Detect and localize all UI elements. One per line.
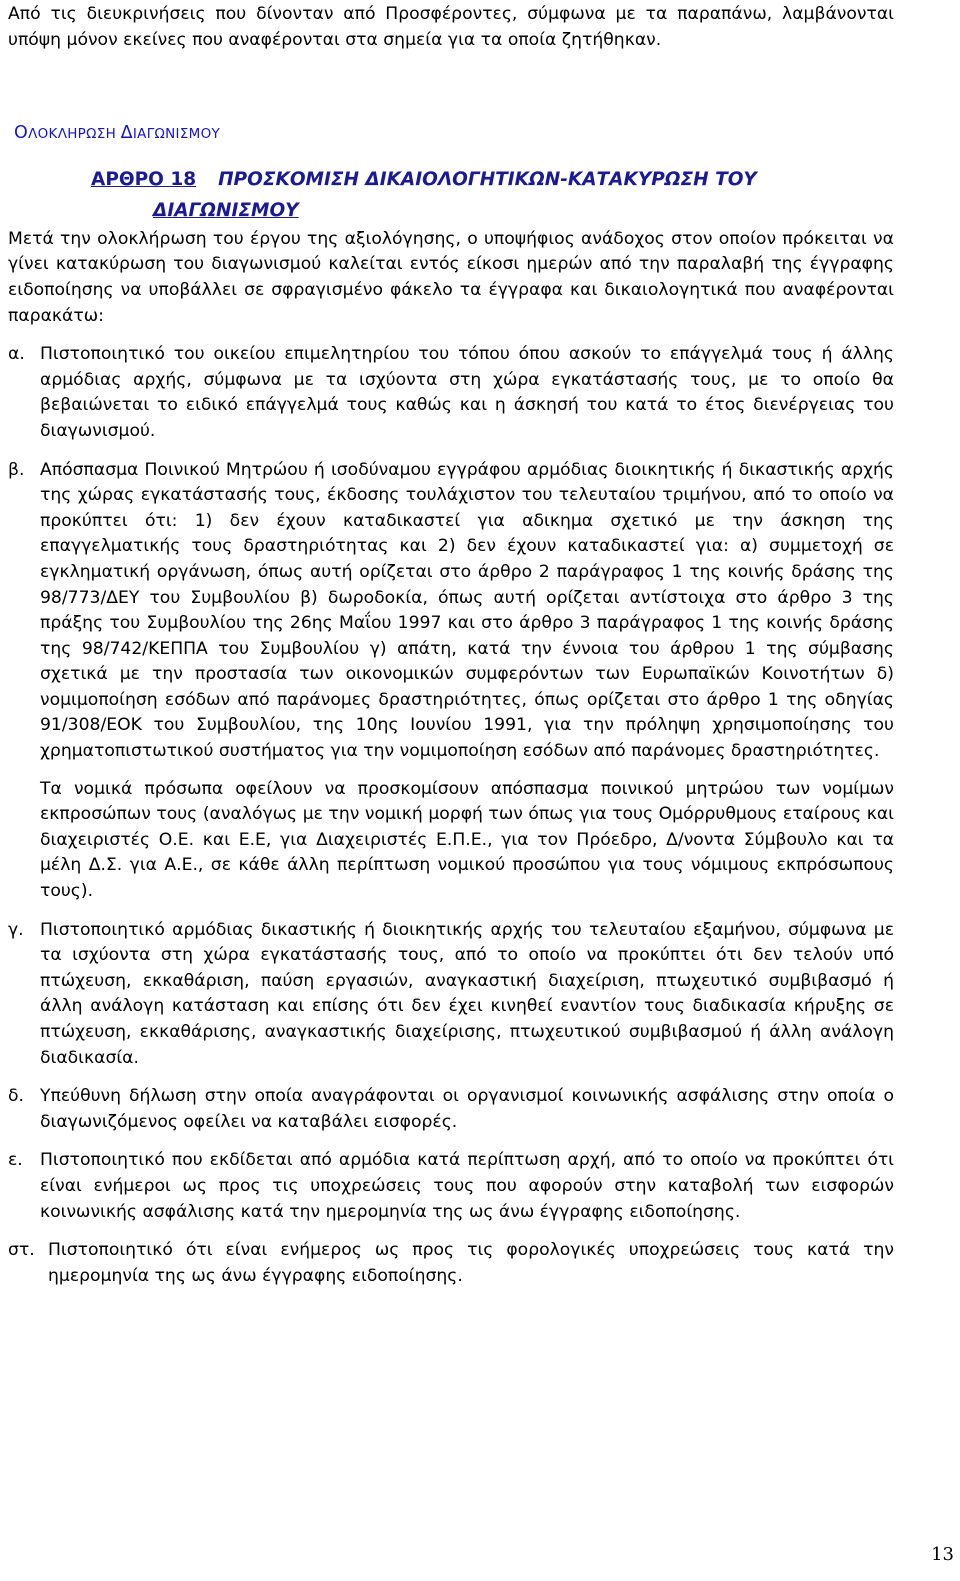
article-title-line1: ΠΡΟΣΚΟΜΙΣΗ ΔΙΚΑΙΟΛΟΓΗΤΙΚΩΝ-ΚΑΤΑΚΥΡΩΣΗ ΤΟΥ	[218, 168, 757, 190]
list-item-text: Απόσπασμα Ποινικού Μητρώου ή ισοδύναμου εγγράφου αρμόδιας διοικητικής ή δικαστικής αρχής της χώρας εγκατάστασής τους, έκδοσης τουλάχιστον του τελευταίου τριμήνου, από το οποίο να προκύπτει ότι: 1) δεν έχουν καταδικαστεί για αδικημα σχετικό με την άσκηση της επαγγελματικής τους δραστηριότητας και 2) δεν έχουν καταδικαστεί για: α) συμμετοχή σε εγκληματική οργάνωση, όπως αυτή ορίζεται στο άρθρο 2 παράγραφος 1 της κοινής δράσης της 98/773/ΔΕΥ του Συμβουλίου β) δωροδοκία, όπως αυτή ορίζεται αντίστοιχα στο άρθρο 3 της πράξης του Συμβουλίου της 26ης Μαΐου 1997 και στο άρθρο 3 παράγραφος 1 της κοινής δράσης της 98/742/ΚΕΠΠΑ του Συμβουλίου γ) απάτη, κατά την έννοια του άρθρου 1 της σύμβασης σχετικά με την προστασία των οικονομικών συμφερόντων των Ευρωπαϊκών Κοινοτήτων δ) νομιμοποίηση εσόδων από παράνομες δραστηριότητες, όπως ορίζεται στο άρθρο 1 της οδηγίας 91/308/ΕΟΚ του Συμβουλίου, της 10ης Ιουνίου 1991, για την πρόληψη χρησιμοποίησης του χρηματοπιστωτικού συστήματος για την νομιμοποίηση εσόδων από παράνομες δραστηριότητες.	[40, 459, 894, 762]
list-item-text: Πιστοποιητικό του οικείου επιμελητηρίου του τόπου όπου ασκούν το επάγγελμά τους ή άλλης αρμόδιας αρχής, σύμφωνα με τα ισχύοντα στη χώρα εγκατάστασής τους, με το οποίο θα βεβαιώνεται το ειδικό επάγγελμά τους καθώς και η άσκησή του κατά το έτος διενέργειας του διαγωνισμού.	[40, 344, 894, 441]
list-item-text: Πιστοποιητικό που εκδίδεται από αρμόδια κατά περίπτωση αρχή, από το οποίο να προκύπτει ότι είναι ενήμεροι ως προς τις υποχρεώσεις τους που αφορούν στην καταβολή των εισφορών κοινωνικής ασφάλισης κατά την ημερομηνία της ως άνω έγγραφης ειδοποίησης.	[40, 1150, 894, 1222]
section-heading-rest-2: ΙΑΓΩΝΙΣΜΟΥ	[132, 126, 221, 143]
list-item-a	[8, 342, 894, 444]
list-item-label: α.	[8, 344, 25, 365]
list-item-text: Πιστοποιητικό ότι είναι ενήμερος ως προς τις φορολογικές υποχρεώσεις τους κατά την ημερομηνία της ως άνω έγγραφης ειδοποίησης.	[48, 1240, 894, 1286]
list-item-d	[8, 1084, 894, 1135]
article-title-line2: ΔΙΑΓΩΝΙΣΜΟΥ	[153, 199, 299, 221]
list-item-label: στ.	[8, 1240, 35, 1261]
section-heading-initial-1: Ο	[14, 123, 29, 144]
intro-paragraph: Από τις διευκρινήσεις που δίνονταν από Προσφέροντες, σύμφωνα με τα παραπάνω, λαμβάνονται υπόψη μόνον εκείνες που αναφέρονται στα σημεία για τα οποία ζητήθηκαν.	[8, 4, 894, 50]
list-item-text: Πιστοποιητικό αρμόδιας δικαστικής ή διοικητικής αρχής του τελευταίου εξαμήνου, σύμφωνα με τα ισχύοντα στη χώρα εγκατάστασής τους, από το οποίο να προκύπτει ότι δεν τελούν υπό πτώχευση, εκκαθάριση, παύση εργασιών, αναγκαστική διαχείριση, πτωχευτικό συμβιβασμό ή άλλη ανάλογη κατάσταση και επίσης ότι δεν έχει κινηθεί εναντίον τους διαδικασία κήρυξης σε πτώχευση, εκκαθάρισης, αναγκαστικής διαχείρισης, πτωχευτικού συμβιβασμού ή άλλη ανάλογη διαδικασία.	[40, 919, 894, 1068]
list-item-b-subparagraph: Τα νομικά πρόσωπα οφείλουν να προσκομίσουν απόσπασμα ποινικού μητρώου των νομίμων εκπροσώπων τους (αναλόγως με την νομική μορφή των όπως για τους Ομόρρυθμους εταίρους και διαχειριστές Ο.Ε. και Ε.Ε, για Διαχειριστές Ε.Π.Ε., για τον Πρόεδρο, Δ/νοντα Σύμβουλο και τα μέλη Δ.Σ. για Α.Ε., σε κάθε άλλη περίπτωση νομικού προσώπου για τους νόμιμους εκπρόσωπους τους).	[40, 778, 894, 902]
list-item-label: γ.	[8, 919, 24, 940]
list-item-c	[8, 918, 894, 1072]
list-item-label: δ.	[8, 1086, 24, 1107]
article-number: ΑΡΘΡΟ 18	[91, 168, 197, 190]
lead-paragraph: Μετά την ολοκλήρωση του έργου της αξιολόγησης, ο υποψήφιος ανάδοχος στον οποίον πρόκειται να γίνει κατακύρωση του διαγωνισμού καλείται εντός είκοσι ημερών από την παραλαβή της έγγραφης ειδοποίησης να υποβάλλει σε σφραγισμένο φάκελο τα έγγραφα και δικαιολογητικά που αναφέρονται παρακάτω:	[8, 228, 894, 326]
list-item-b	[8, 458, 894, 765]
section-heading-initial-2: Δ	[120, 123, 133, 144]
section-heading	[14, 121, 894, 148]
document-page	[8, 0, 894, 1289]
list-item-text: Υπεύθυνη δήλωση στην οποία αναγράφονται οι οργανισμοί κοινωνικής ασφάλισης στην οποία ο διαγωνιζόμενος οφείλει να καταβάλει εισφορές.	[40, 1086, 894, 1132]
list-item-label: ε.	[8, 1150, 23, 1171]
list-item-st	[8, 1238, 894, 1289]
article-heading	[91, 164, 894, 226]
list-item-e	[8, 1148, 894, 1225]
section-heading-rest-1: ΛΟΚΛΗΡΩΣΗ	[28, 126, 121, 143]
page-number: 13	[931, 1544, 954, 1565]
list-item-label: β.	[8, 459, 25, 480]
